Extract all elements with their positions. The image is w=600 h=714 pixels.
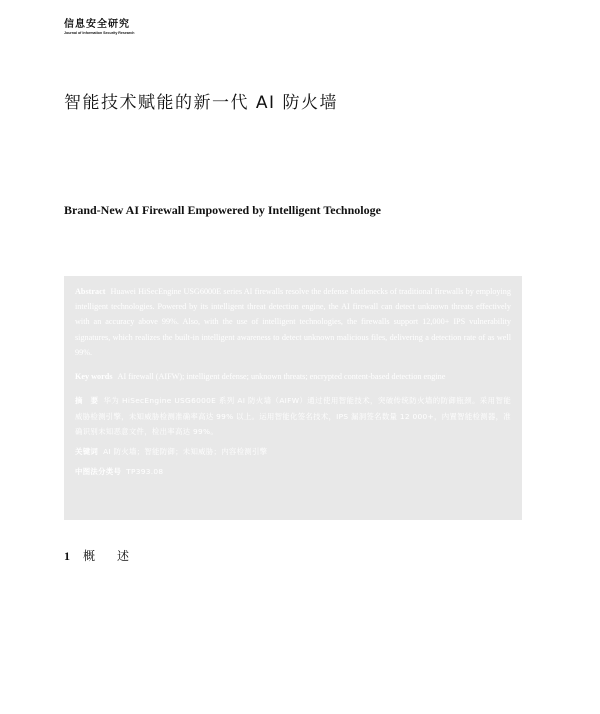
classification: [75, 464, 511, 480]
section-heading: [64, 547, 151, 564]
journal-name-en: Journal of Information Security Research: [64, 31, 135, 35]
cn-keywords-text: AI 防火墙；智能防御；未知威胁；内容检测引擎: [103, 447, 268, 456]
keywords-label: Key words: [75, 372, 113, 382]
cn-abstract-label: 摘 要: [75, 396, 99, 406]
section-number: 1: [64, 549, 70, 563]
abstract-en: [75, 284, 511, 360]
article-title-en: Brand-New AI Firewall Empowered by Intelligent Technologe: [64, 203, 381, 217]
section-title: 概述: [83, 549, 152, 563]
article-title-cn: 智能技术赋能的新一代 AI 防火墙: [64, 93, 338, 113]
journal-name-cn: 信息安全研究: [64, 19, 130, 30]
abstract-box: [64, 276, 522, 520]
abstract-label: Abstract: [75, 287, 106, 296]
cn-abstract-text: 华为 HiSecEngine USG6000E 系列 AI 防火墙（AIFW）通过使用智能技术，突破传统防火墙的防御瓶颈。采用智能威胁检测引擎，未知威胁检测准确率高达 99% 以上。运用智能化签名技术，IPS 漏洞签名数量 12 000+，内置智能检测器，准确识别未知恶意文件，检出率高达 99%。: [75, 396, 512, 437]
cn-keywords-label: 关键词: [75, 447, 99, 456]
abstract-text: Huawei HiSecEngine USG6000E series AI firewalls resolve the defense bottlenecks of traditional firewalls by employing intelligent technologies. Powered by its intelligent threat detection engine, the AI firewall can detect unknown threats effectively with an accuracy above 99%. Also, with the use of intelligent technologies, the firewalls support 12,000+ IPS vulnerability signatures, which realizes the built-in intelligent awareness to detect unknown malicious files, delivering a detection rate of as well 99%.: [75, 287, 511, 357]
keywords-en: [75, 369, 511, 384]
journal-masthead: [64, 19, 135, 36]
clc-label: 中图法分类号: [75, 466, 122, 476]
keywords-text: AI firewall (AIFW); intelligent defense; unknown threats; encrypted content-based detection engine: [117, 372, 446, 382]
abstract-cn: [75, 393, 511, 440]
keywords-cn: [75, 444, 511, 460]
clc-value: TP393.08: [126, 466, 164, 476]
